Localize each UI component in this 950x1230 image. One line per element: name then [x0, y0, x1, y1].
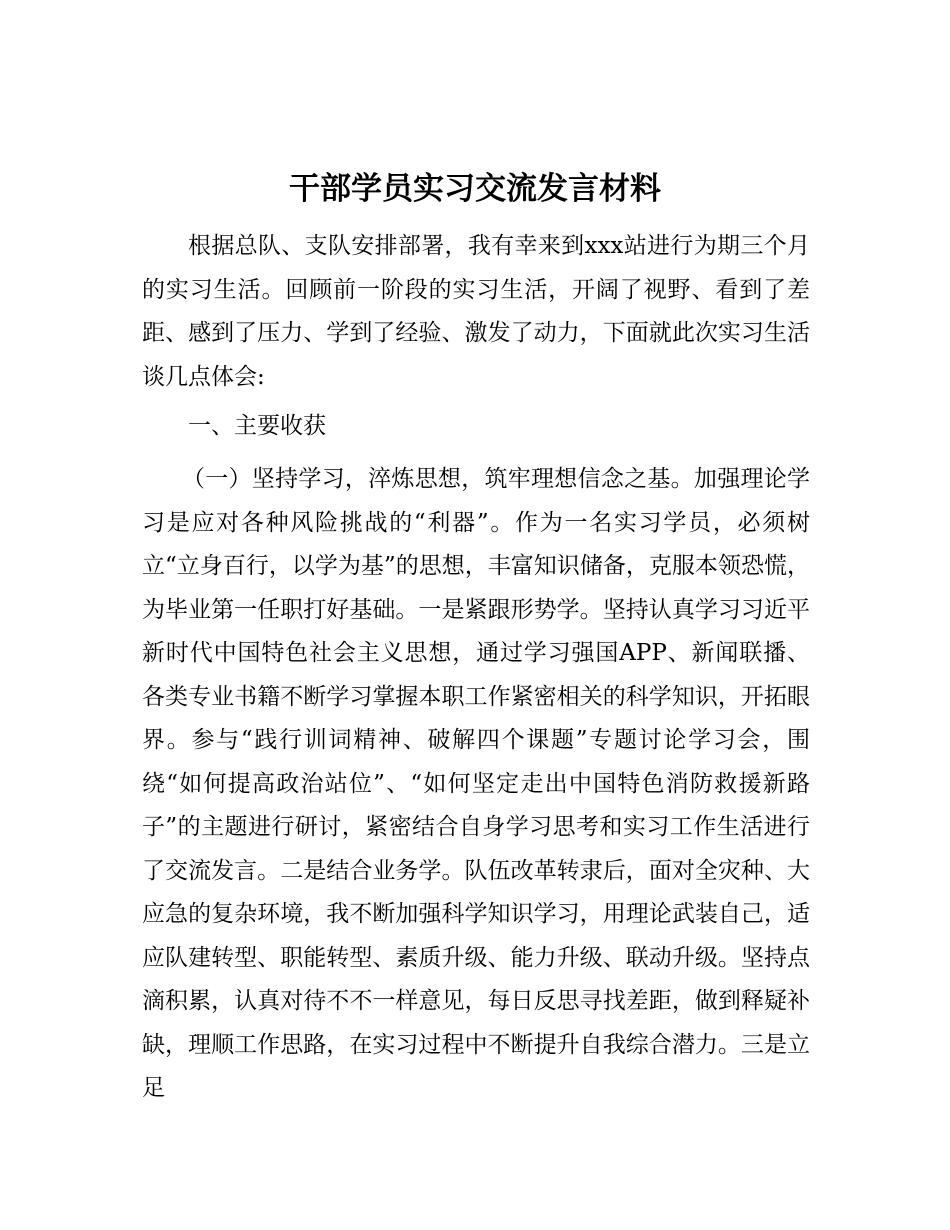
document-title: 干部学员实习交流发言材料	[289, 171, 661, 207]
section-heading: 一、主要收获	[188, 413, 326, 439]
body-paragraph: （一）坚持学习，淬炼思想，筑牢理想信念之基。加强理论学习是应对各种风险挑战的“利器”。作为一名实习学员，必须树立“立身百行，以学为基”的思想，丰富知识储备，克服本领恐慌，为毕业第一任职打好基础。一是紧跟形势学。坚持认真学习习近平新时代中国特色社会主义思想，通过学习强国APP、新闻联播、各类专业书籍不断学习掌握本职工作紧密相关的科学知识，开拓眼界。参与“践行训词精神、破解四个课题”专题讨论学习会，围绕“如何提高政治站位”、“如何坚定走出中国特色消防救援新路子”的主题进行研讨，紧密结合自身学习思考和实习工作生活进行了交流发言。二是结合业务学。队伍改革转隶后，面对全灾种、大应急的复杂环境，我不断加强科学知识学习，用理论武装自己，适应队建转型、职能转型、素质升级、能力升级、联动升级。坚持点滴积累，认真对待不不一样意见，每日反思寻找差距，做到释疑补缺，理顺工作思路，在实习过程中不断提升自我综合潜力。三是立足	[142, 466, 810, 1101]
intro-paragraph: 根据总队、支队安排部署，我有幸来到xxx站进行为期三个月的实习生活。回顾前一阶段的实习生活，开阔了视野、看到了差距、感到了压力、学到了经验、激发了动力，下面就此次实习生活谈几点体会:	[142, 233, 810, 390]
